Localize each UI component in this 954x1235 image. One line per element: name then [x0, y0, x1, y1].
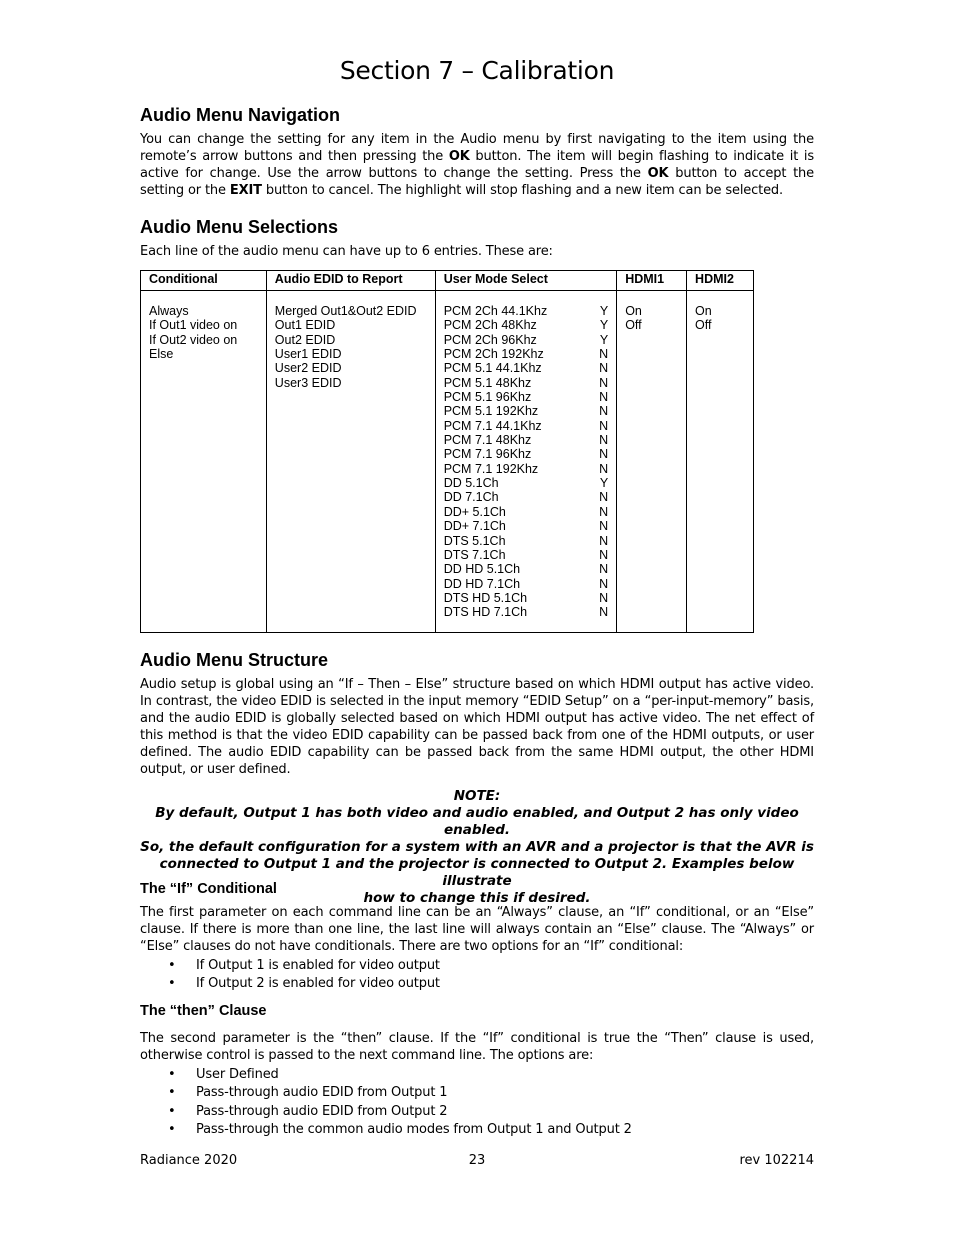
- list-item: • Pass-through audio EDID from Output 2: [140, 1103, 632, 1121]
- then-clause-paragraph: The second parameter is the “then” clause. If the “If” conditional is true the “Then” clause is used, otherwise control is passed to the next command line. The options are:: [140, 1031, 814, 1063]
- mode-line: DD+ 5.1Ch N: [443, 504, 609, 519]
- edid-option: Out1 EDID: [274, 318, 336, 333]
- conditional-option: If Out1 video on: [149, 318, 238, 333]
- section-heading-structure: Audio Menu Structure: [140, 650, 328, 670]
- footer-page-number: 23: [468, 1153, 486, 1168]
- note-line: how to change this if desired.: [363, 890, 591, 906]
- header-hdmi1: HDMI1: [617, 271, 687, 291]
- hdmi2-option: Off: [695, 318, 712, 333]
- mode-line: DTS HD 5.1Ch N: [443, 590, 609, 605]
- mode-line: PCM 5.1 44.1Khz N: [443, 361, 609, 376]
- mode-line: PCM 7.1 96Khz N: [443, 447, 609, 462]
- mode-line: PCM 2Ch 192Khz N: [443, 347, 609, 362]
- hdmi2-cell: [687, 291, 754, 633]
- mode-line: PCM 2Ch 44.1Khz Y: [443, 304, 609, 318]
- list-item: • If Output 1 is enabled for video output: [140, 957, 440, 975]
- mode-line: PCM 2Ch 48Khz Y: [443, 318, 609, 333]
- list-item: • If Output 2 is enabled for video output: [140, 975, 440, 993]
- note-line: So, the default configuration for a system with an AVR and a projector is that the AVR is: [140, 839, 814, 855]
- edid-option: User1 EDID: [274, 347, 342, 362]
- bullet-icon: •: [168, 1103, 176, 1119]
- selections-intro: Each line of the audio menu can have up to 6 entries. These are:: [140, 244, 553, 259]
- edid-option: Out2 EDID: [274, 332, 336, 347]
- note-line: By default, Output 1 has both video and audio enabled, and Output 2 has only video enabled.: [155, 805, 799, 838]
- note-line: connected to Output 1 and the projector is connected to Output 2. Examples below illustrate: [159, 856, 795, 889]
- mode-line: PCM 5.1 48Khz N: [443, 375, 609, 390]
- note-label: NOTE:: [453, 788, 501, 804]
- conditional-cell: [141, 291, 267, 633]
- edid-option: User2 EDID: [274, 361, 342, 376]
- mode-line: DD 7.1Ch N: [443, 490, 609, 505]
- subheading-then-clause: The “then” Clause: [140, 1003, 267, 1019]
- section-heading-selections: Audio Menu Selections: [140, 217, 339, 237]
- bullet-icon: •: [168, 976, 176, 992]
- hdmi2-option: On: [695, 304, 712, 318]
- mode-line: PCM 7.1 44.1Khz N: [443, 418, 609, 433]
- footer-product: Radiance 2020: [140, 1153, 238, 1168]
- mode-line: PCM 5.1 96Khz N: [443, 390, 609, 405]
- mode-line: DD+ 7.1Ch N: [443, 519, 609, 534]
- list-item: • Pass-through audio EDID from Output 1: [140, 1084, 632, 1102]
- mode-line: DD 5.1Ch Y: [443, 476, 609, 491]
- bullet-icon: •: [168, 1067, 176, 1082]
- bullet-icon: •: [168, 1121, 176, 1137]
- table-header-row: [141, 271, 754, 291]
- mode-line: PCM 7.1 192Khz N: [443, 461, 609, 476]
- mode-line: PCM 2Ch 96Khz Y: [443, 332, 609, 347]
- structure-paragraph: Audio setup is global using an “If – Then – Else” structure based on which HDMI output has active video. In contrast, the video EDID is selected in the input memory “EDID Setup” on a “per-input-memory” basis, and the audio EDID is globally selected based on which HDMI output has active video. The net effect of this method is that the video EDID capability can be passed back from one of the HDMI outputs, or user defined. The audio EDID capability can be passed back from the same HDMI output, the other HDMI output, or user defined.: [140, 677, 814, 777]
- navigation-paragraph: You can change the setting for any item in the Audio menu by first navigating to the item using the remote’s arrow buttons and then pressing the OK button. The item will begin flashing to indicate it is active for change. Use the arrow buttons to change the setting. Press the OK button to accept the setting or the EXIT button to cancel. The highlight will stop flashing and a new item can be selected.: [140, 132, 815, 198]
- conditional-option: If Out2 video on: [149, 332, 238, 347]
- edid-cell: [266, 291, 435, 633]
- header-conditional: Conditional: [141, 271, 267, 291]
- conditional-option: Else: [149, 347, 174, 362]
- bullet-icon: •: [168, 958, 176, 973]
- hdmi1-option: On: [625, 304, 642, 318]
- user-mode-cell: [435, 291, 617, 633]
- section-heading-navigation: Audio Menu Navigation: [140, 105, 340, 125]
- list-item: • User Defined: [140, 1066, 632, 1084]
- mode-line: PCM 7.1 48Khz N: [443, 433, 609, 448]
- page-title: Section 7 – Calibration: [339, 56, 615, 85]
- edid-option: User3 EDID: [274, 375, 342, 390]
- bullet-icon: •: [168, 1085, 176, 1101]
- if-conditional-options: [140, 957, 440, 994]
- edid-option: Merged Out1&Out2 EDID: [274, 304, 417, 318]
- list-item: • Pass-through the common audio modes from Output 1 and Output 2: [140, 1121, 632, 1139]
- mode-line: DD HD 7.1Ch N: [443, 576, 609, 591]
- if-conditional-paragraph: The first parameter on each command line can be an “Always” clause, an “If” conditional, or an “Else” clause. If there is more than one line, the last line will always contain an “Else” clause. The “Always” or “Else” clauses do not have conditionals. There are two options for an “If” conditional:: [140, 905, 814, 954]
- mode-line: DTS HD 7.1Ch N: [443, 605, 609, 620]
- then-clause-options: [140, 1066, 632, 1139]
- mode-line: PCM 5.1 192Khz N: [443, 404, 609, 419]
- mode-line: DD HD 5.1Ch N: [443, 562, 609, 577]
- subheading-if-conditional: The “If” Conditional: [140, 881, 277, 897]
- header-audio-edid: Audio EDID to Report: [266, 271, 435, 291]
- hdmi1-option: Off: [625, 318, 642, 333]
- hdmi1-cell: [617, 291, 687, 633]
- mode-line: DTS 5.1Ch N: [443, 533, 609, 548]
- audio-menu-table: [140, 270, 754, 633]
- table-row: [141, 291, 754, 633]
- header-user-mode: User Mode Select: [435, 271, 617, 291]
- header-hdmi2: HDMI2: [687, 271, 754, 291]
- mode-line: DTS 7.1Ch N: [443, 547, 609, 562]
- conditional-option: Always: [149, 304, 189, 318]
- footer-revision: rev 102214: [739, 1153, 814, 1168]
